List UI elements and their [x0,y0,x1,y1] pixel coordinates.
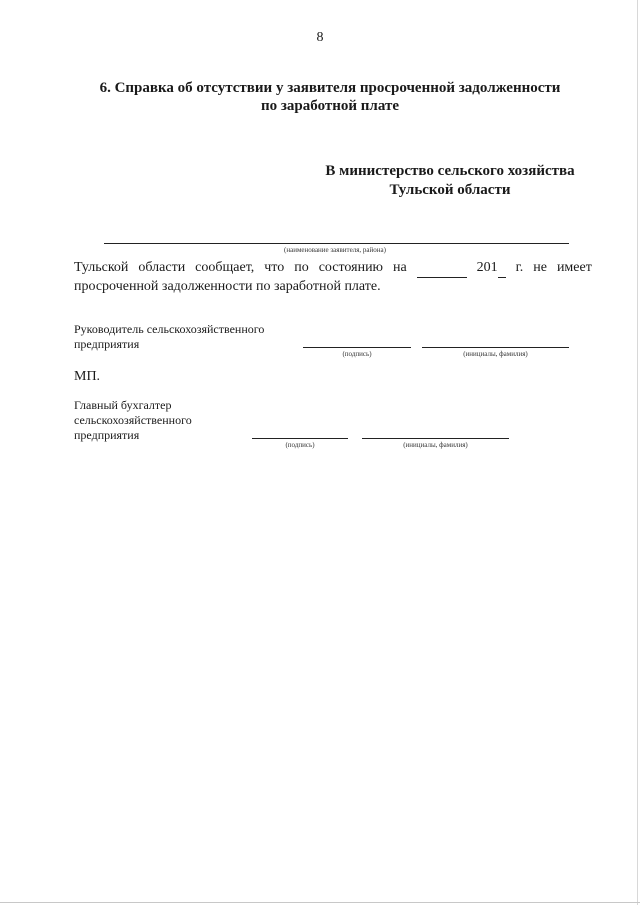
body-word: не [533,260,547,275]
accountant-label-line-3: предприятия [74,428,140,442]
addressee [300,162,600,200]
body-line-2: просроченной задолженности по заработной плате. [74,279,381,294]
accountant-label-line-1: Главный бухгалтер [74,398,172,412]
accountant-name-line [362,438,509,439]
accountant-name-caption: (инициалы, фамилия) [403,441,468,449]
scan-bottom-edge [0,902,640,903]
scan-edge [637,0,638,905]
body-word: на [392,260,407,275]
year-blank [498,259,506,278]
head-label [74,322,264,352]
head-signature-line [303,347,411,348]
head-name-line [422,347,569,348]
title-line-2: по заработной плате [261,98,399,114]
body-line-1 [74,259,592,278]
title-line-1: 6. Справка об отсутствии у заявителя просроченной задолженности [99,80,561,96]
body-word: г. [515,260,524,275]
stamp-placeholder: МП. [74,369,101,384]
year-field [477,259,506,278]
head-label-line-2: предприятия [74,337,140,351]
accountant-signature-caption: (подпись) [285,441,315,449]
head-label-line-1: Руководитель сельскохозяйственного [74,322,265,336]
head-signature-caption: (подпись) [342,350,372,358]
body-word: что [264,260,285,275]
year-prefix: 201 [476,260,498,275]
addressee-line-1: В министерство сельского хозяйства [325,163,575,179]
addressee-line-2: Тульской области [389,182,511,198]
date-blank [417,259,467,278]
applicant-caption: (наименование заявителя, района) [284,246,386,254]
applicant-name-line [104,243,569,244]
accountant-label-line-2: сельскохозяйственного [74,413,192,427]
body-word: Тульской [74,260,129,275]
body-word: области [138,260,186,275]
body-paragraph [74,259,592,296]
body-word: имеет [556,260,592,275]
body-word: сообщает, [195,260,255,275]
document-title [60,79,600,115]
page-number: 8 [316,30,324,45]
accountant-label [74,398,192,443]
head-name-caption: (инициалы, фамилия) [463,350,528,358]
accountant-signature-line [252,438,348,439]
body-word: состоянию [318,260,384,275]
body-word: по [294,260,309,275]
